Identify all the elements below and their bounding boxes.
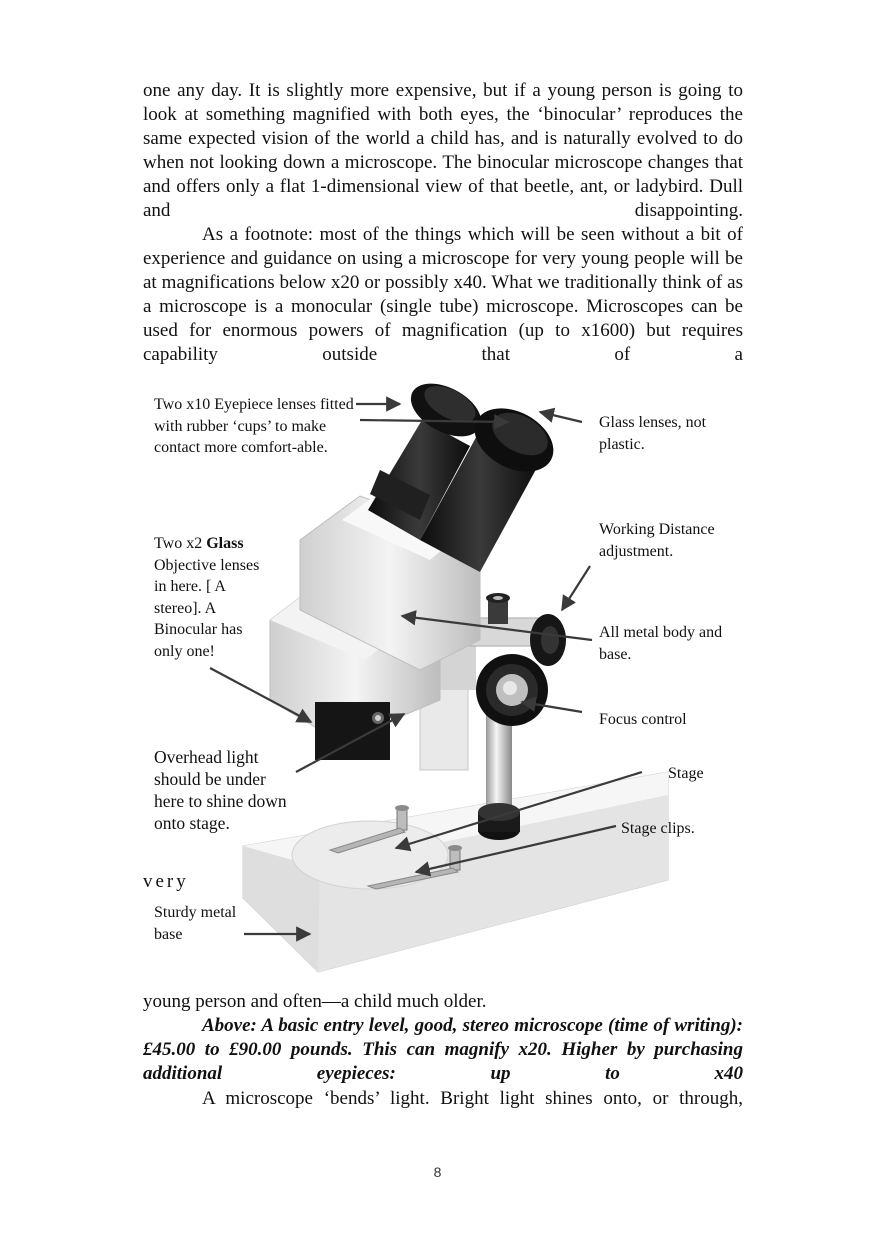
figure-caption: Above: A basic entry level, good, stereo microscope (time of writing): £45.00 to £90.00 pounds. This can magnify x20. Higher by purchasing additional eyepieces: up to x40 xyxy=(143,1015,743,1084)
objective-text-bold: Glass xyxy=(206,535,244,552)
objective-text-b: Objective lenses in here. [ A stereo]. A Binocular has only one! xyxy=(154,556,260,660)
label-focus-control: Focus control xyxy=(599,711,687,728)
paragraph-2: As a footnote: most of the things which will be seen without a bit of experience and guidance on using a microscope for very young people will be at magnifications below x20 or possibly x40. What we traditionally think of as a microscope is a monocular (single tube) microscope. Microscopes can be used for enormous powers of magnification (up to x1600) but requires capability outside that of a xyxy=(143,224,743,365)
label-eyepiece: Two x10 Eyepiece lenses fitted with rubber ‘cups’ to make contact more comfort-able. xyxy=(154,396,354,456)
label-glass-lenses: Glass lenses, not plastic. xyxy=(599,414,707,453)
paragraph-1: one any day. It is slightly more expensive, but if a young person is going to look at something magnified with both eyes, the ‘binocular’ reproduces the same expected vision of the world a child has, and is naturally evolved to do when not looking down a microscope. The binocular microscope changes that and offers only a flat 1-dimensional view of that beetle, ant, or ladybird. Dull and disappointing. xyxy=(143,80,743,221)
label-metal-body: All metal body and base. xyxy=(599,624,723,663)
paragraph-4: A microscope ‘bends’ light. Bright light shines onto, or through, xyxy=(202,1088,743,1109)
page-number: 8 xyxy=(433,1164,442,1180)
label-stage: Stage xyxy=(668,765,704,782)
label-stage-clips: Stage clips. xyxy=(621,820,695,837)
paragraph-3: young person and often—a child much older. xyxy=(143,991,487,1012)
label-overhead-light: Overhead light should be under here to shine down onto stage. xyxy=(154,747,287,833)
label-working-distance: Working Distance adjustment. xyxy=(599,521,715,560)
label-sturdy-base: Sturdy metal base xyxy=(154,904,237,943)
label-objective-lenses xyxy=(154,533,272,662)
wrapped-word: very xyxy=(143,871,189,892)
objective-text-a: Two x2 xyxy=(154,535,207,552)
